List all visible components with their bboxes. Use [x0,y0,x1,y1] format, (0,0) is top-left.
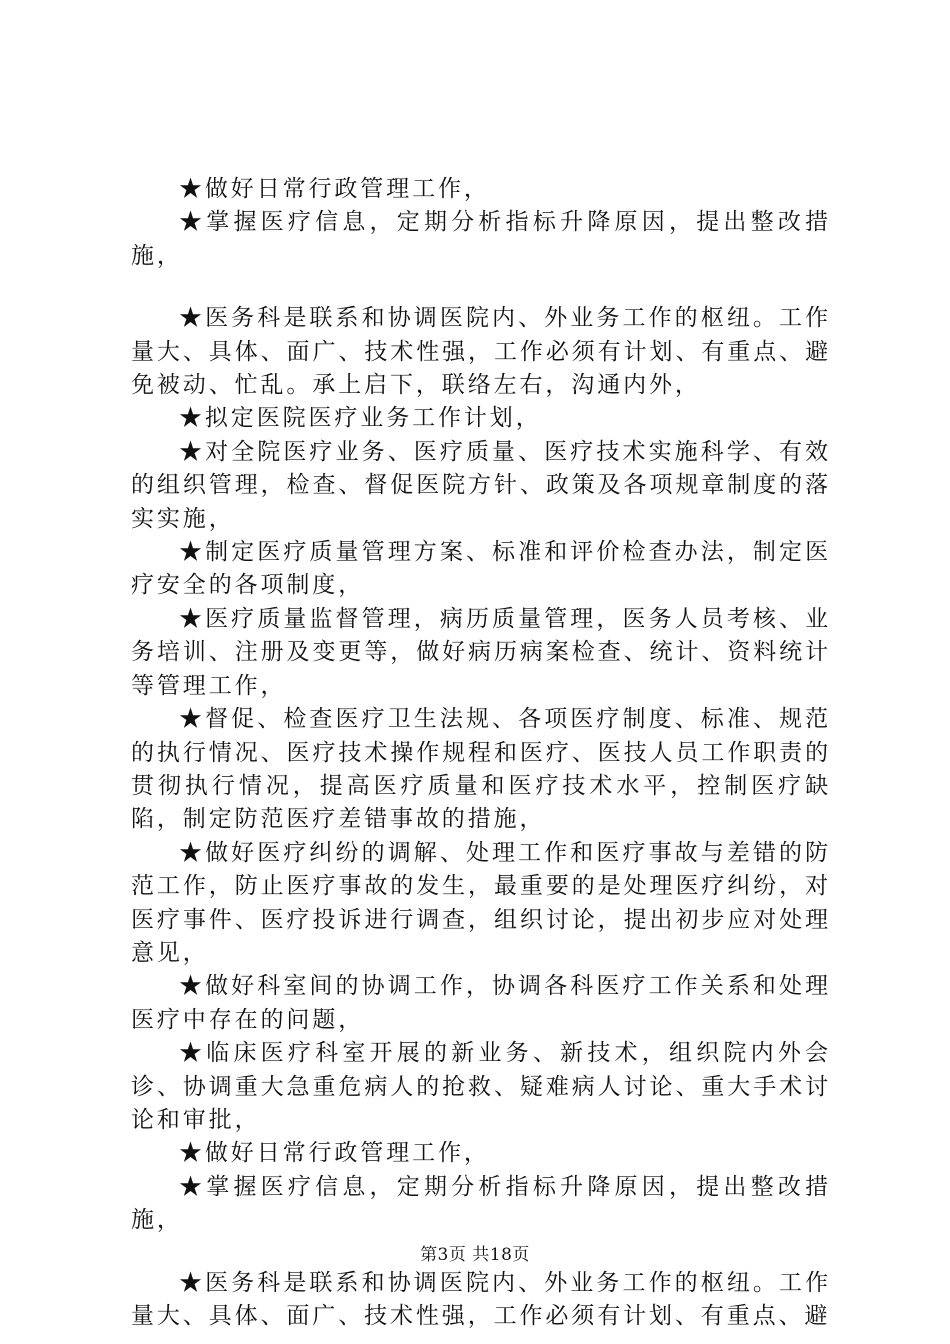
paragraph-1: ★做好日常行政管理工作， [179,176,490,202]
paragraph-8: ★督促、检查医疗卫生法规、各项医疗制度、标准、规范的执行情况、医疗技术操作规程和医疗、医技人员工作职责的贯彻执行情况，提高医疗质量和医疗技术水平，控制医疗缺陷，制定防范医疗差错事故的措施， [131,706,831,833]
paragraph-6: ★制定医疗质量管理方案、标准和评价检查办法，制定医疗安全的各项制度， [131,539,831,599]
paragraph-11: ★临床医疗科室开展的新业务、新技术，组织院内外会诊、协调重大急重危病人的抢救、疑难病人讨论、重大手术讨论和审批， [131,1040,831,1133]
paragraph-5: ★对全院医疗业务、医疗质量、医疗技术实施科学、有效的组织管理，检查、督促医院方针、政策及各项规章制度的落实实施， [131,438,831,532]
page-number-footer: 第3页 共18页 [420,1245,530,1265]
paragraph-3: ★医务科是联系和协调医院内、外业务工作的枢纽。工作量大、具体、面广、技术性强，工作必须有计划、有重点、避免被动、忙乱。承上启下，联络左右，沟通内外， [131,305,831,399]
paragraph-14: ★医务科是联系和协调医院内、外业务工作的枢纽。工作量大、具体、面广、技术性强，工作必须有计划、有重点、避 [131,1269,831,1329]
paragraph-10: ★做好科室间的协调工作，协调各科医疗工作关系和处理医疗中存在的问题， [131,973,831,1033]
document-body [131,173,831,1333]
paragraph-7: ★医疗质量监督管理，病历质量管理，医务人员考核、业务培训、注册及变更等，做好病历病案检查、统计、资料统计等管理工作， [131,605,831,699]
paragraph-12: ★做好日常行政管理工作， [179,1140,490,1167]
paragraph-2: ★掌握医疗信息，定期分析指标升降原因，提出整改措施， [131,209,831,269]
paragraph-13: ★掌握医疗信息，定期分析指标升降原因，提出整改措施， [131,1173,831,1234]
paragraph-9: ★做好医疗纠纷的调解、处理工作和医疗事故与差错的防范工作，防止医疗事故的发生，最重要的是处理医疗纠纷，对医疗事件、医疗投诉进行调查，组织讨论，提出初步应对处理意见， [131,839,831,966]
paragraph-spacer [131,273,831,302]
paragraph-4: ★拟定医院医疗业务工作计划， [179,405,542,432]
